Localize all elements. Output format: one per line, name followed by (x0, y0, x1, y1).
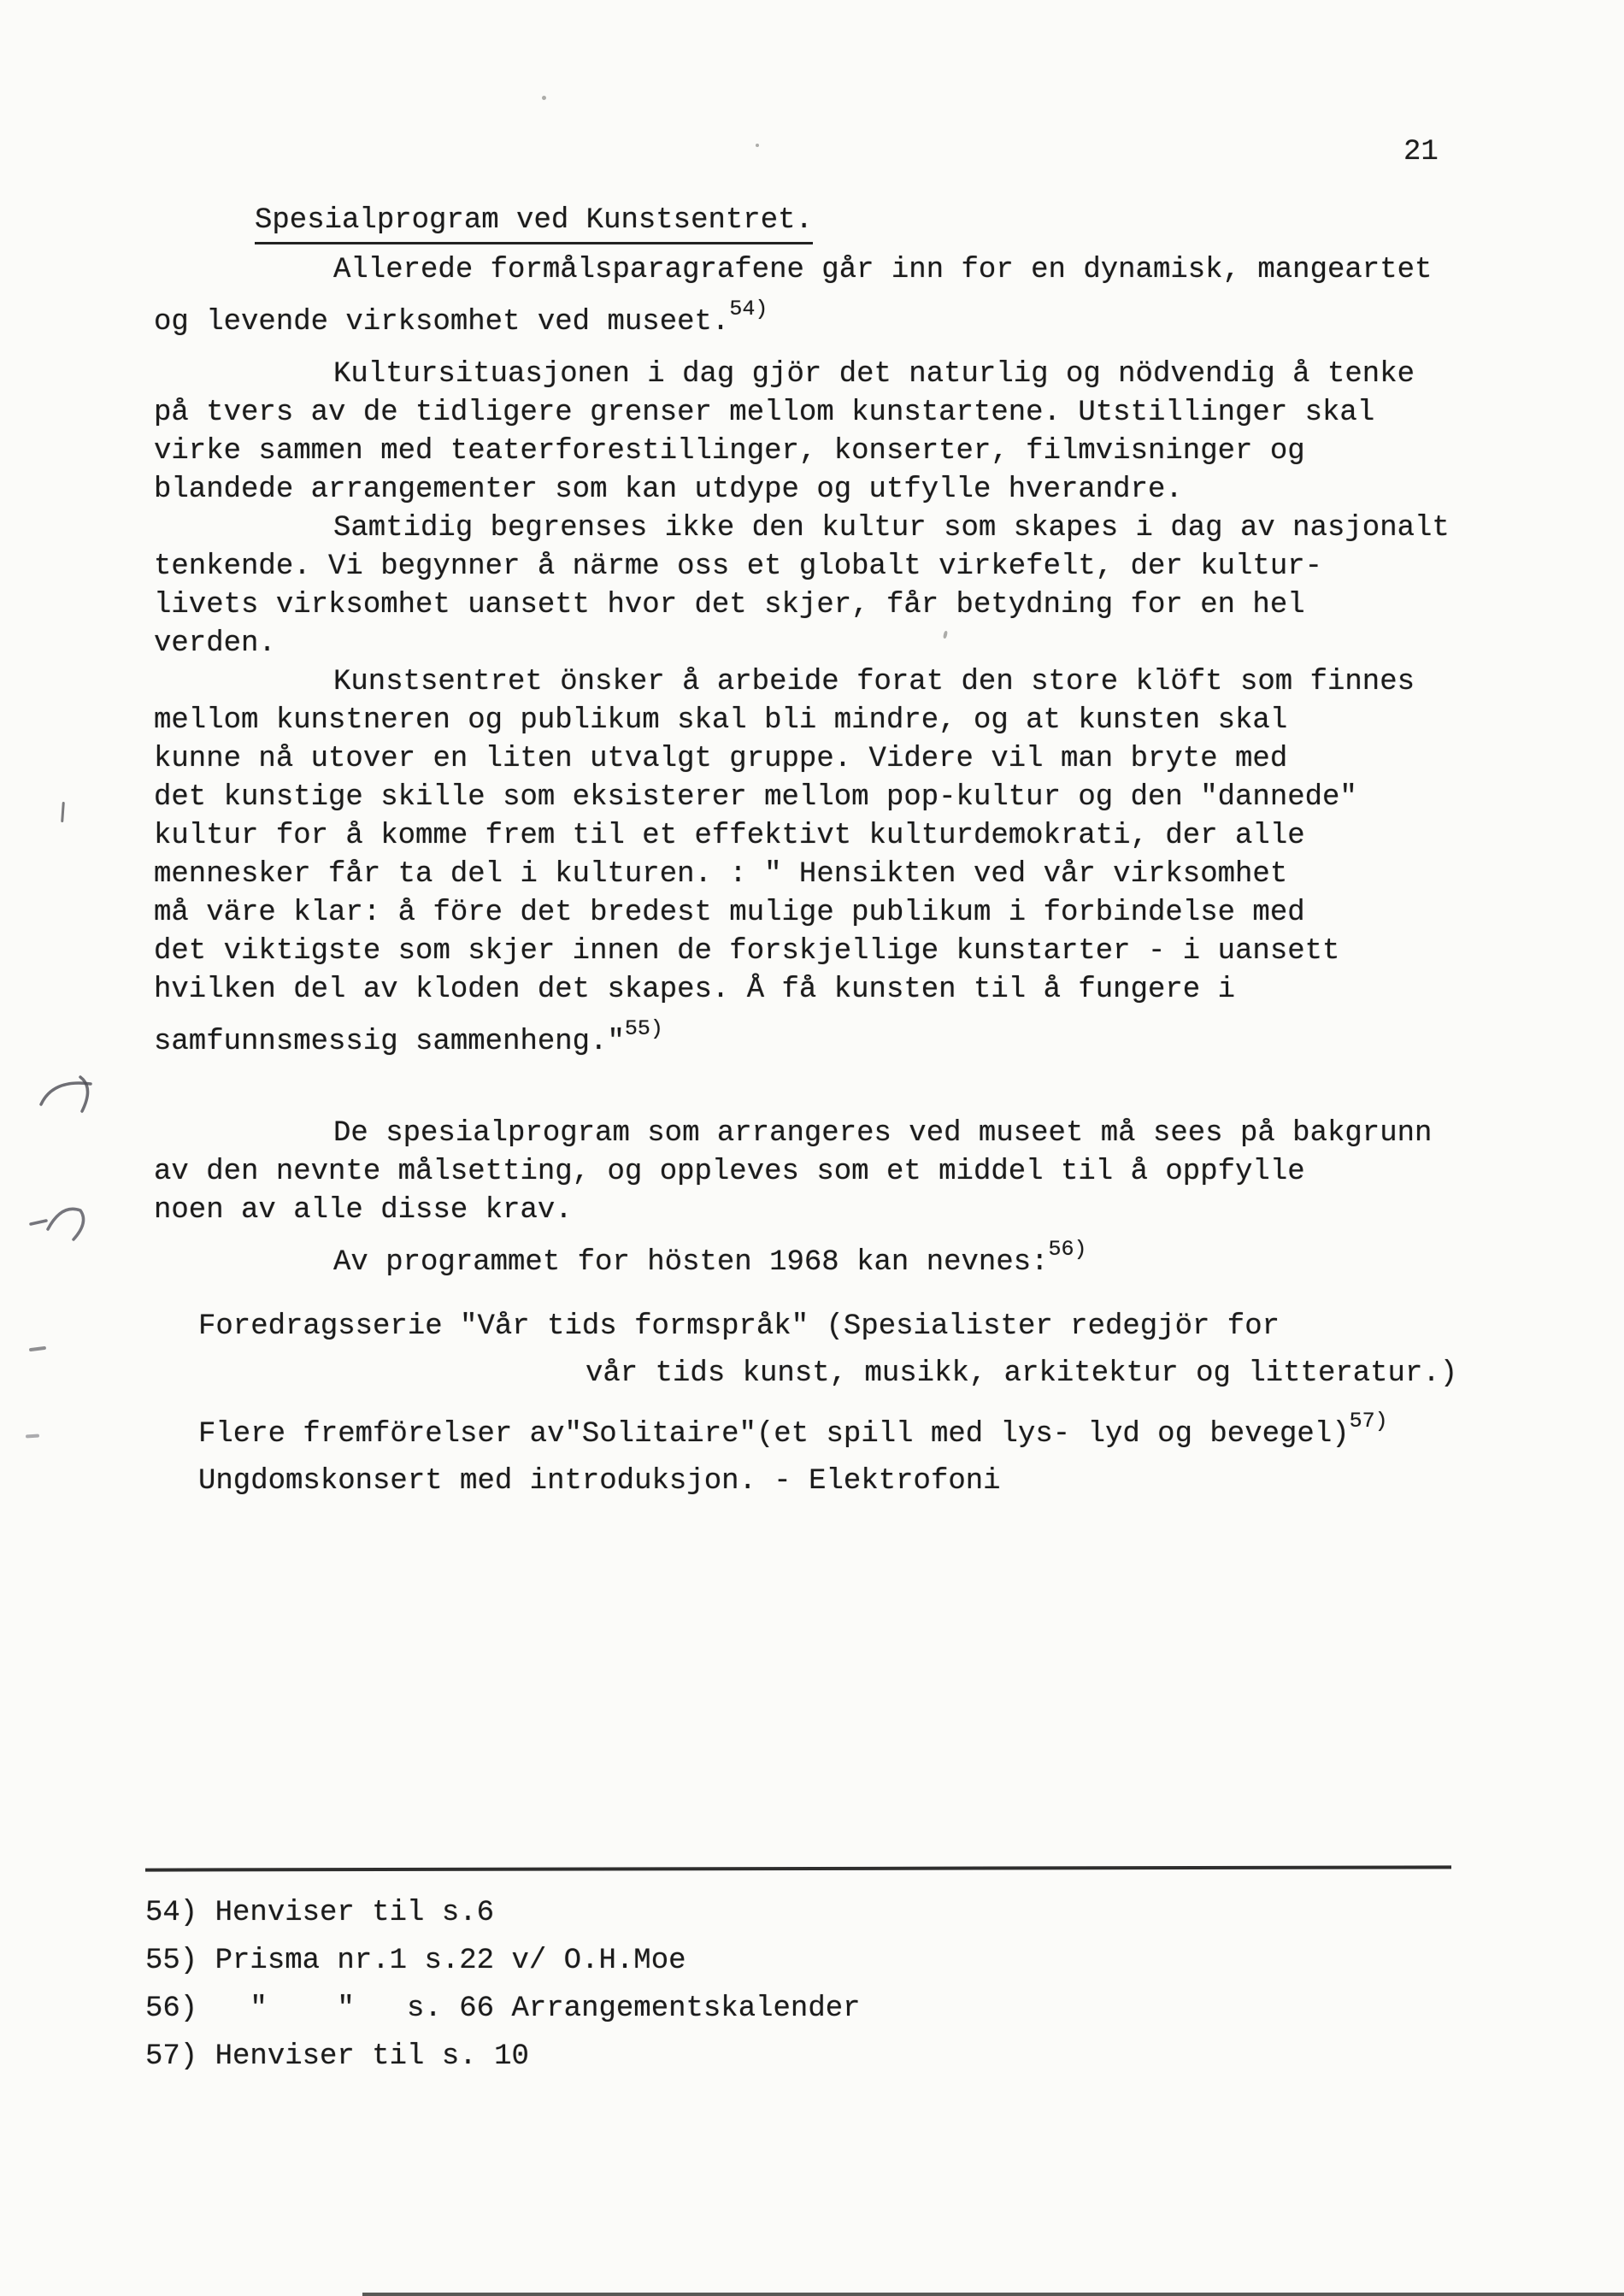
footnote-line (145, 2033, 1462, 2081)
footnote-line-content: 56) " " s. 66 Arrangementskalender (145, 1993, 861, 2025)
text-line-content: noen av alle disse krav. (154, 1194, 573, 1227)
text-line-content: Kunstsentret önsker å arbeide forat den store klöft som finnes (333, 666, 1415, 698)
text-line (154, 663, 1539, 702)
footnote-line (145, 1889, 1462, 1937)
text-line (154, 1355, 1539, 1393)
text-line (154, 1153, 1539, 1192)
footnote-reference: 54) (729, 297, 768, 321)
footnote-line (145, 1937, 1462, 1985)
footnote-line (145, 1985, 1462, 2033)
footnote-reference: 57) (1349, 1409, 1388, 1434)
text-line (154, 509, 1539, 548)
text-line-content: virke sammen med teaterforestillinger, konserter, filmvisninger og (154, 435, 1305, 468)
text-line-content: mennesker får ta del i kulturen. : " Hensikten ved vår virksomhet (154, 858, 1288, 891)
text-line-content: Ungdomskonsert med introduksjon. - Elektrofoni (198, 1465, 1001, 1498)
text-line-content: Allerede formålsparagrafene går inn for en dynamisk, mangeartet (333, 254, 1433, 286)
text-line-content: Av programmet for hösten 1968 kan nevnes: (333, 1246, 1049, 1279)
margin-dash-mark (29, 1346, 46, 1351)
text-line (154, 933, 1539, 971)
text-line (154, 433, 1539, 471)
text-line-content: hvilken del av kloden det skapes. Å få kunsten til å fungere i (154, 974, 1236, 1006)
pen-mark-icon (36, 1070, 99, 1127)
text-line (154, 1463, 1539, 1501)
document-body (154, 251, 1539, 1501)
footnote-line-content: 54) Henviser til s.6 (145, 1897, 495, 1929)
text-line-content: livets virksomhet uansett hvor det skjer, får betydning for en hel (154, 589, 1305, 621)
text-line-content: det viktigste som skjer innen de forskjellige kunstarter - i uansett (154, 935, 1340, 968)
page-number: 21 (1403, 136, 1439, 168)
text-line-content: verden. (154, 627, 276, 660)
document-content (154, 202, 1539, 1501)
scan-speck (542, 96, 546, 100)
text-line-content: Flere fremförelser av"Solitaire"(et spill med lys- lyd og bevegel) (198, 1418, 1350, 1451)
text-line (154, 740, 1539, 779)
text-line-content: av den nevnte målsetting, og oppleves som et middel til å oppfylle (154, 1156, 1305, 1188)
scan-speck (756, 144, 759, 147)
text-line-content: tenkende. Vi begynner å närme oss et globalt virkefelt, der kultur- (154, 550, 1323, 583)
margin-dash-mark (26, 1434, 39, 1438)
text-line-content: på tvers av de tidligere grenser mellom kunstartene. Utstillinger skal (154, 397, 1375, 429)
scan-edge-line (362, 2293, 1624, 2296)
text-line (154, 1010, 1539, 1062)
text-line (154, 856, 1539, 894)
text-line-content: Kultursituasjonen i dag gjör det naturlig og nödvendig å tenke (333, 358, 1415, 391)
text-line (154, 625, 1539, 663)
footnote-line-content: 57) Henviser til s. 10 (145, 2040, 529, 2073)
footnotes-section (145, 1867, 1462, 2081)
text-line (154, 779, 1539, 817)
text-line (154, 251, 1539, 290)
text-line (154, 548, 1539, 586)
text-line-content: det kunstige skille som eksisterer mellom pop-kultur og den "dannede" (154, 781, 1357, 814)
text-line (154, 1192, 1539, 1230)
text-line-content: kunne nå utover en liten utvalgt gruppe. Videre vil man bryte med (154, 743, 1288, 775)
heading-row (255, 202, 1539, 244)
text-line-content: Samtidig begrenses ikke den kultur som skapes i dag av nasjonalt (333, 512, 1450, 545)
text-line (154, 702, 1539, 740)
margin-tick-mark (61, 802, 65, 822)
text-line (154, 1115, 1539, 1153)
section-heading: Spesialprogram ved Kunstsentret. (255, 202, 813, 244)
text-line (154, 971, 1539, 1010)
footnote-reference: 55) (624, 1016, 663, 1041)
text-line (154, 290, 1539, 342)
text-line (154, 471, 1539, 509)
text-line-content: må väre klar: å före det bredest mulige publikum i forbindelse med (154, 897, 1305, 929)
text-line-content: blandede arrangementer som kan utdype og utfylle hverandre. (154, 474, 1183, 506)
footnote-list (145, 1889, 1462, 2081)
pen-mark-icon (29, 1198, 92, 1252)
text-line (154, 1230, 1539, 1282)
text-line-content: mellom kunstneren og publikum skal bli mindre, og at kunsten skal (154, 704, 1288, 737)
text-line-content: De spesialprogram som arrangeres ved museet må sees på bakgrunn (333, 1117, 1433, 1150)
text-line (154, 894, 1539, 933)
text-line (154, 356, 1539, 394)
footnote-divider (145, 1865, 1451, 1871)
footnote-line-content: 55) Prisma nr.1 s.22 v/ O.H.Moe (145, 1945, 686, 1977)
text-line-content: Foredragsserie "Vår tids formspråk" (Spesialister redegjör for (198, 1310, 1280, 1343)
text-line (154, 1308, 1539, 1346)
text-line (154, 394, 1539, 433)
text-line-content: kultur for å komme frem til et effektivt kulturdemokrati, der alle (154, 820, 1305, 852)
text-line (154, 586, 1539, 625)
text-line (154, 1402, 1539, 1454)
footnote-reference: 56) (1048, 1237, 1087, 1262)
text-line (154, 817, 1539, 856)
text-line-content: vår tids kunst, musikk, arkitektur og litteratur.) (585, 1357, 1458, 1390)
text-line-content: samfunnsmessig sammenheng." (154, 1026, 625, 1058)
text-line-content: og levende virksomhet ved museet. (154, 306, 730, 339)
